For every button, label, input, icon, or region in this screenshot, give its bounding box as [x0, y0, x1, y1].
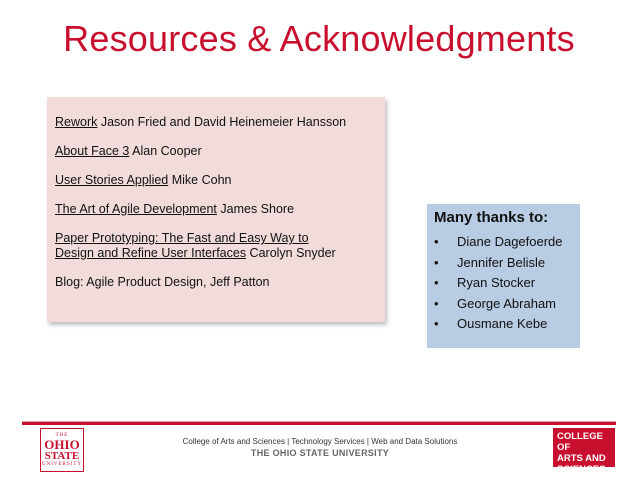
- slide-title: Resources & Acknowledgments: [63, 18, 575, 59]
- footer-university: THE OHIO STATE UNIVERSITY: [250, 448, 390, 458]
- thanks-heading: Many thanks to:: [434, 209, 549, 226]
- resource-link[interactable]: Rework: [55, 115, 98, 129]
- bullet-icon: •: [434, 234, 439, 249]
- resource-link[interactable]: The Art of Agile Development: [55, 202, 217, 216]
- college-logo: [553, 428, 615, 475]
- thanks-name: Diane Dagefoerde: [457, 234, 563, 249]
- resource-link[interactable]: About Face 3: [55, 144, 130, 158]
- resource-item: [55, 231, 377, 261]
- osu-logo-state: STATE: [44, 450, 80, 462]
- resource-link[interactable]: User Stories Applied: [55, 173, 169, 187]
- list-item: [434, 314, 574, 335]
- bullet-icon: •: [434, 254, 439, 270]
- osu-logo: [40, 428, 84, 472]
- list-item: [434, 294, 574, 315]
- list-item: [434, 273, 574, 294]
- osu-logo-top: THE: [55, 433, 69, 438]
- thanks-name: George Abraham: [457, 295, 557, 311]
- resource-item: [55, 144, 377, 159]
- resource-author: Jason Fried and David Heinemeier Hansson: [97, 115, 347, 129]
- resource-text: Blog: Agile Product Design, Jeff Patton: [55, 275, 270, 289]
- thanks-name: Jennifer Belisle: [457, 254, 546, 270]
- osu-logo-ohio: OHIO: [44, 437, 80, 452]
- resource-link[interactable]: Design and Refine User Interfaces: [55, 246, 247, 260]
- bullet-icon: •: [434, 295, 439, 311]
- resource-author: Mike Cohn: [168, 173, 232, 187]
- footer-credits: College of Arts and Sciences | Technology Services | Web and Data Solutions: [182, 437, 458, 446]
- resource-link[interactable]: Paper Prototyping: The Fast and Easy Way to: [55, 231, 309, 245]
- osu-logo-bottom: UNIVERSITY: [42, 462, 82, 467]
- resource-item: [55, 202, 377, 217]
- resources-box: [47, 97, 385, 322]
- thanks-name: Ousmane Kebe: [457, 316, 548, 331]
- college-logo-line: SCIENCES: [557, 464, 606, 475]
- resource-author: Carolyn Snyder: [246, 246, 336, 260]
- bullet-icon: •: [434, 275, 439, 290]
- resource-item: [55, 173, 377, 188]
- college-logo-line: ARTS AND: [557, 453, 606, 464]
- college-logo-line: COLLEGE OF: [557, 431, 603, 453]
- thanks-name: Ryan Stocker: [457, 275, 536, 290]
- thanks-list: [434, 232, 574, 335]
- footer-divider: [22, 421, 616, 425]
- resource-item: [55, 115, 377, 130]
- list-item: [434, 253, 574, 274]
- thanks-box: [427, 204, 580, 348]
- list-item: [434, 232, 574, 253]
- resource-item: [55, 275, 377, 290]
- resource-author: Alan Cooper: [129, 144, 202, 158]
- bullet-icon: •: [434, 316, 439, 331]
- resource-author: James Shore: [216, 202, 295, 216]
